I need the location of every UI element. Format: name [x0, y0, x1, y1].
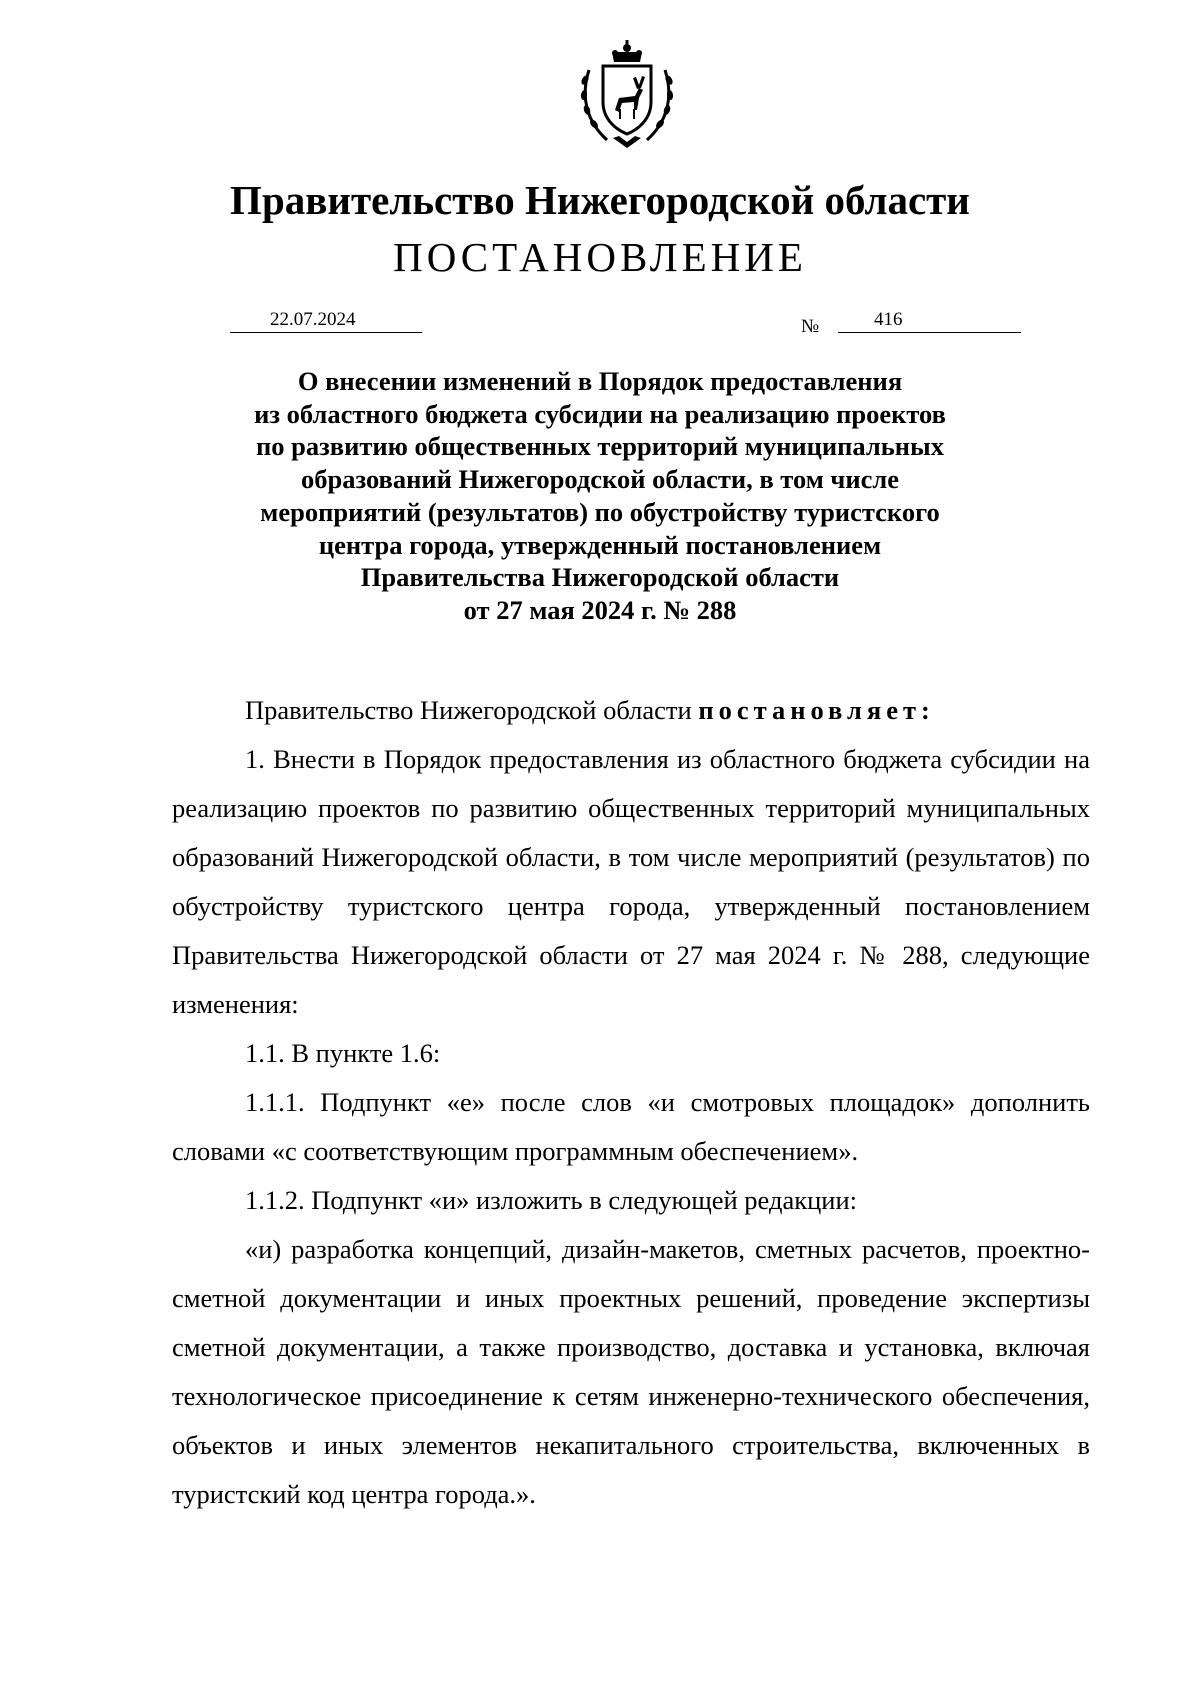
heading-line: образований Нижегородской области, в том числе: [300, 464, 900, 495]
heading-line: из областного бюджета субсидии на реализацию проектов: [254, 398, 946, 429]
document-body: [172, 686, 1090, 1519]
coat-of-arms-icon: [575, 40, 679, 150]
paragraph-1-1-2: 1.1.2. Подпункт «и» изложить в следующей редакции:: [245, 1185, 857, 1215]
decree-word: постановляет:: [698, 695, 935, 725]
heading-line: центра города, утвержденный постановлением: [318, 529, 882, 560]
paragraph-1-1-1: 1.1.1. Подпункт «е» после слов «и смотровых площадок» дополнить словами «с соответствующим программным обеспечением».: [172, 1087, 1090, 1166]
intro-text: Правительство Нижегородской области: [245, 695, 699, 725]
document-type: ПОСТАНОВЛЕНИЕ: [393, 234, 807, 280]
paragraph-1-1: 1.1. В пункте 1.6:: [245, 1038, 441, 1068]
paragraph-quote: «и) разработка концепций, дизайн-макетов, сметных расчетов, проектно-сметной документации и иных проектных решений, проведение экспертизы сметной документации, а также производство, доставка и установка, включая технологическое присоединение к сетям инженерно-технического обеспечения, объектов и иных элементов некапитального строительства, включенных в туристский код центра города.».: [172, 1234, 1090, 1509]
document-heading: [200, 365, 1000, 627]
paragraph-1: 1. Внести в Порядок предоставления из областного бюджета субсидии на реализацию проектов по развитию общественных территорий муниципальных образований Нижегородской области, в том числе мероприятий (результатов) по обустройству туристского центра города, утвержденный постановлением Правительства Нижегородской области от 27 мая 2024 г. № 288, следующие изменения:: [172, 744, 1090, 1019]
intro-paragraph: [172, 686, 1090, 735]
heading-line: от 27 мая 2024 г. № 288: [463, 594, 737, 625]
document-number: [838, 308, 1021, 333]
heading-line: О внесении изменений в Порядок предоставления: [297, 366, 903, 396]
number-value: 416: [874, 309, 903, 330]
heading-line: по развитию общественных территорий муниципальных: [256, 431, 944, 462]
government-name: Правительство Нижегородской области: [230, 177, 970, 223]
number-label: №: [801, 316, 820, 337]
heading-line: мероприятий (результатов) по обустройству туристского: [260, 496, 940, 527]
document-date: [230, 308, 422, 333]
date-value: 22.07.2024: [270, 309, 356, 330]
heading-line: Правительства Нижегородской области: [360, 562, 840, 593]
